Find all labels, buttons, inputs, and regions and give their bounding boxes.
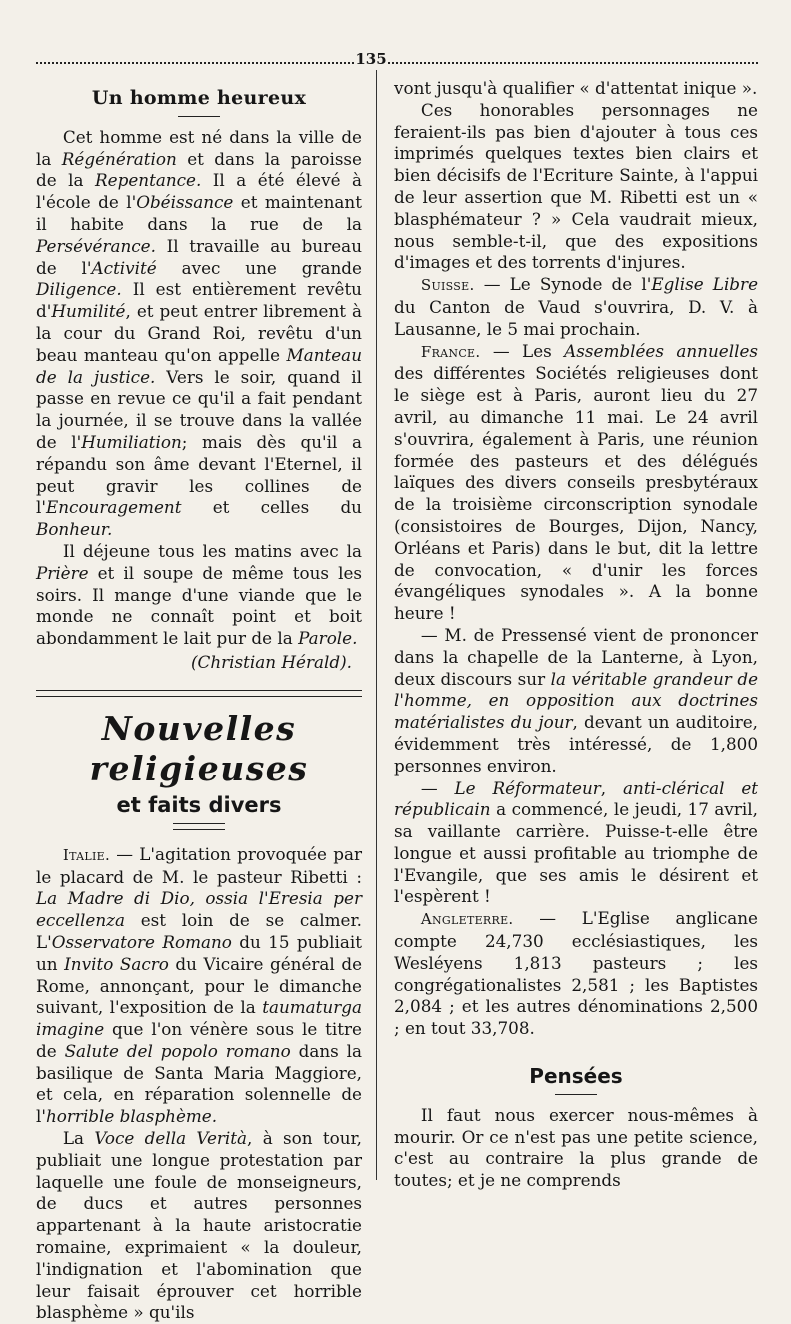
text-run: est loin de se calmer. L' — [36, 910, 362, 952]
text-run: ; mais dès qu'il a répandu son âme devant l'Eternel, il peut gravir les collines de l' — [36, 431, 362, 518]
italic-text: anti-clérical et républicain — [394, 777, 758, 820]
news-reformateur — [394, 778, 758, 909]
text-run: et maintenant il habite dans la rue de la — [36, 192, 362, 234]
italic-text: Humilité — [51, 301, 126, 322]
text-run: — L'agitation provoquée par le placard de M. le pasteur Ribetti : — [36, 843, 362, 887]
italic-text: Parole. — [298, 628, 358, 649]
text-run: a commencé, le jeudi, 17 avril, sa vaillante carrière. Puisse-t-elle être longue et aussi profitable au triomphe de l'Evangile, que ses amis le désirent et l'espèrent ! — [394, 799, 758, 907]
italic-text: Repentance. — [95, 170, 202, 191]
italic-text: Osservatore Romano — [51, 931, 232, 952]
text-run: — — [420, 777, 455, 798]
italic-text: Assemblées annuelles — [564, 340, 758, 361]
signature: (Christian Hérald). — [190, 651, 352, 672]
text-run: vont jusqu'à qualifier « d'attentat inique ». — [394, 78, 758, 98]
text-run: — M. de Pressensé vient de prononcer dans la chapelle de la Lanterne, à Lyon, deux discours sur — [394, 624, 758, 689]
text-run: et celles du — [181, 497, 362, 518]
page-number: 135 — [355, 50, 387, 68]
italic-text: Persévérance. — [36, 235, 156, 256]
italic-text: Invito Sacro — [64, 953, 169, 974]
text-run: Il déjeune tous les matins avec la — [62, 540, 362, 561]
paragraph-homme-heureux-1 — [36, 127, 362, 541]
italic-text: Voce della Verità — [94, 1128, 248, 1149]
text-run: et il soupe de même tous les soirs. Il mange d'une viande que le monde ne connaît point et boit abondamment le lait pur de la — [36, 562, 362, 649]
text-run: que l'on vénère sous le titre de — [36, 1019, 362, 1061]
italic-text: la véritable grandeur de l'homme, en opposition aux doctrines matérialistes du jour — [394, 668, 758, 733]
article-title-homme-heureux: Un homme heureux — [91, 87, 307, 109]
text-run: Ces honorables personnages ne feraient-ils pas bien d'ajouter à tous ces imprimés quelques textes bien clairs et bien décisifs de l'Ecriture Sainte, à l'appui de leur assertion que M. Ribetti est un « blasphémateur ? » Cela vaudrait mieux, nous semble-t-il, que des expositions d'images et des torrents d'injures. — [394, 99, 758, 273]
text-run: — L'Eglise anglicane compte 24,730 ecclésiastiques, les Wesléyens 1,813 pasteurs ; les congrégationalistes 2,581 ; les Baptistes 2,084 ; et les autres dénominations 2,500 ; en tout 33,708. — [394, 908, 758, 1039]
text-run: Il faut nous exercer nous-mêmes à mourir. Or ce n'est pas une petite science, c'est au contraire la plus grande de toutes; et je ne comprends — [394, 1104, 758, 1191]
text-run: Vers le soir, quand il passe en revue ce qu'il a fait pendant la journée, il se trouve dans la vallée de l' — [36, 366, 362, 452]
news-angleterre — [394, 908, 758, 1040]
italic-text: Régénération — [61, 148, 177, 169]
italic-text: Encouragement — [45, 497, 182, 518]
italic-text: Obéissance — [136, 192, 234, 213]
text-run: avec une grande — [156, 257, 362, 278]
text-run: du 15 publiait un — [36, 931, 362, 974]
text-run: dans la basilique de Santa Maria Maggiore, et cela, en réparation solennelle de l' — [36, 1040, 362, 1127]
news-honorables — [394, 100, 758, 274]
italic-text: Eglise Libre — [651, 274, 758, 295]
italic-text: taumaturga imagine — [36, 997, 362, 1040]
text-run: Il est entièrement revêtu d' — [36, 279, 362, 322]
text-run: — Le Synode de l' — [474, 274, 652, 295]
text-run: Cet homme est né dans la ville de la — [36, 126, 362, 169]
news-country-label: Suisse. — [420, 276, 475, 295]
text-run: — Les — [480, 340, 565, 361]
text-run: des différentes Sociétés religieuses dont le siège est à Paris, auront lieu du 27 avril, au dimanche 11 mai. Le 24 avril s'ouvrira, également à Paris, une réunion formée des pasteurs et des délégués laïques des divers conseils presbytéraux de la troisième circonscription synodale (consistoires de Bourges, Dijon, Nancy, Orléans et Paris) dans le but, dit la lettre de convocation, « d'unir les forces évangéliques synodales ». A la bonne heure ! — [394, 363, 758, 624]
news-suisse — [394, 274, 758, 340]
section-separator — [36, 690, 362, 697]
text-run: , devant un auditoire, évidemment très intéressé, de 1,800 personnes environ. — [394, 712, 758, 776]
paragraph-homme-heureux-2 — [36, 541, 362, 650]
news-country-label: France. — [420, 342, 481, 361]
text-run: , et peut entrer librement à la cour du Grand Roi, revêtu d'un beau manteau qu'on appelle — [36, 301, 362, 365]
italic-text: horrible blasphème. — [45, 1106, 218, 1127]
right-column — [394, 78, 758, 1192]
pensees-underline — [555, 1094, 597, 1095]
text-run: , à son tour, publiait une longue protestation par laquelle une foule de monseigneurs, de ducs et autres personnes appartenant à la haute aristocratie romaine, exprimaient « la douleur, l'indignation et l'abomination que leur faisait éprouver cet horrible blasphème » qu'ils — [36, 1128, 363, 1323]
text-run: et dans la paroisse de la — [36, 148, 362, 191]
news-italie — [36, 844, 362, 1128]
italic-text: Bonheur. — [36, 519, 113, 540]
italic-text: Diligence. — [36, 279, 122, 300]
left-column — [36, 78, 362, 1324]
text-run: du Vicaire général de Rome, annonçant, pour le dimanche suivant, l'exposition de la — [36, 953, 362, 1018]
news-country-label: Italie. — [62, 845, 111, 864]
subtitle-underline — [173, 823, 225, 830]
italic-text: La Madre di Dio, ossia l'Eresia per eccellenza — [36, 888, 362, 931]
news-voce-della-verita — [36, 1128, 362, 1324]
header-rule-left — [36, 62, 354, 64]
news-france — [394, 341, 758, 625]
italic-text: Manteau de la justice. — [36, 344, 362, 387]
title-underline — [178, 116, 220, 117]
section-title: Nouvelles religieuses — [89, 708, 309, 788]
news-country-label: Angleterre. — [420, 910, 514, 929]
text-run: , — [600, 777, 623, 798]
italic-text: Salute del popolo romano — [64, 1040, 291, 1061]
pensees-title: Pensées — [529, 1064, 623, 1089]
text-run: La — [62, 1128, 95, 1149]
news-voce-continued — [394, 78, 758, 100]
italic-text: Activité — [91, 257, 157, 278]
italic-text: Humiliation — [81, 431, 182, 452]
text-run: Il a été élevé à l'école de l' — [36, 170, 362, 213]
column-divider — [376, 70, 377, 1180]
news-pressense — [394, 625, 758, 778]
text-run: du Canton de Vaud s'ouvrira, D. V. à Lausanne, le 5 mai prochain. — [394, 296, 758, 339]
section-subtitle: et faits divers — [116, 792, 282, 817]
italic-text: Prière — [36, 562, 89, 583]
italic-text: Le Réformateur — [454, 777, 601, 798]
header-rule-right — [388, 62, 758, 64]
text-run: Il travaille au bureau de l' — [36, 235, 362, 278]
pensees-text — [394, 1105, 758, 1192]
